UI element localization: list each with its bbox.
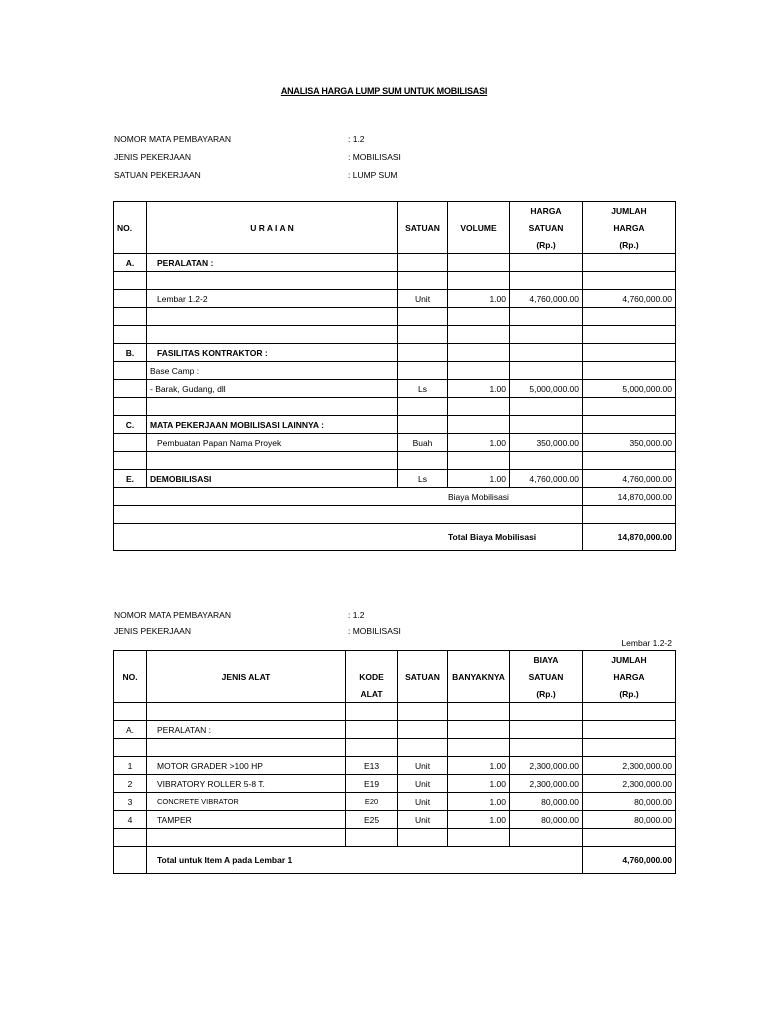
row-jumlah: 4,760,000.00	[583, 290, 676, 308]
row-jenis: TAMPER	[147, 811, 346, 829]
col-header-volume: VOLUME	[448, 202, 510, 254]
row-harga: 4,760,000.00	[510, 290, 583, 308]
row-uraian: Lembar 1.2-2	[147, 290, 398, 308]
section-row-b	[114, 344, 676, 362]
row-satuan: Unit	[398, 775, 448, 793]
section-no: E.	[114, 470, 147, 488]
total-row	[114, 847, 676, 874]
analisa-table	[113, 201, 676, 551]
total-value: 14,870,000.00	[583, 524, 676, 551]
row-satuan: Unit	[398, 793, 448, 811]
row-jumlah: 5,000,000.00	[583, 380, 676, 398]
info-label-nomor: NOMOR MATA PEMBAYARAN	[114, 134, 231, 144]
section-label: PERALATAN :	[147, 721, 346, 739]
row-satuan: Unit	[398, 290, 448, 308]
row-satuan: Ls	[398, 470, 448, 488]
table-row	[114, 362, 676, 380]
peralatan-table	[113, 650, 676, 874]
biaya-row	[114, 488, 676, 506]
row-satuan: Unit	[398, 757, 448, 775]
table-row	[114, 811, 676, 829]
section-label: PERALATAN :	[147, 254, 398, 272]
row-jenis: VIBRATORY ROLLER 5-8 T.	[147, 775, 346, 793]
col-header-harga-1: HARGA	[510, 202, 583, 220]
col-header-no: NO.	[114, 202, 147, 254]
row-biaya: 80,000.00	[510, 793, 583, 811]
row-uraian: - Barak, Gudang, dll	[147, 380, 398, 398]
table-row	[114, 775, 676, 793]
section-row-a	[114, 254, 676, 272]
col-header-kode-2: ALAT	[346, 685, 398, 703]
row-kode: E13	[346, 757, 398, 775]
table-row	[114, 434, 676, 452]
col-header-biaya-2: SATUAN	[510, 668, 583, 685]
total-value: 4,760,000.00	[583, 847, 676, 874]
row-jumlah: 2,300,000.00	[583, 757, 676, 775]
section-no: A.	[114, 254, 147, 272]
lembar-note: Lembar 1.2-2	[621, 638, 672, 648]
row-banyak: 1.00	[448, 793, 510, 811]
row-biaya: 2,300,000.00	[510, 757, 583, 775]
row-no: 3	[114, 793, 147, 811]
section-row-a	[114, 721, 676, 739]
info-value-jenis: : MOBILISASI	[348, 152, 401, 162]
row-kode: E20	[346, 793, 398, 811]
info-label-jenis: JENIS PEKERJAAN	[114, 152, 191, 162]
row-jenis: MOTOR GRADER >100 HP	[147, 757, 346, 775]
col-header-banyaknya: BANYAKNYA	[448, 651, 510, 703]
row-satuan: Ls	[398, 380, 448, 398]
row-harga: 350,000.00	[510, 434, 583, 452]
row-harga: 5,000,000.00	[510, 380, 583, 398]
row-biaya: 2,300,000.00	[510, 775, 583, 793]
row-volume: 1.00	[448, 434, 510, 452]
section-no: B.	[114, 344, 147, 362]
section-label: FASILITAS KONTRAKTOR :	[147, 344, 398, 362]
info-value-jenis: : MOBILISASI	[348, 626, 401, 636]
row-uraian: Base Camp :	[147, 362, 398, 380]
row-kode: E19	[346, 775, 398, 793]
col-header-jumlah-3: (Rp.)	[583, 685, 676, 703]
row-satuan: Buah	[398, 434, 448, 452]
info-value-nomor: : 1.2	[348, 610, 365, 620]
row-biaya: 80,000.00	[510, 811, 583, 829]
row-jenis: CONCRETE VIBRATOR	[147, 793, 346, 811]
section-label: DEMOBILISASI	[147, 470, 398, 488]
row-banyak: 1.00	[448, 757, 510, 775]
info-label-satuan: SATUAN PEKERJAAN	[114, 170, 201, 180]
col-header-harga-3: (Rp.)	[510, 236, 583, 254]
col-header-jumlah-2: HARGA	[583, 219, 676, 236]
col-header-biaya-1: BIAYA	[510, 651, 583, 669]
row-jumlah: 350,000.00	[583, 434, 676, 452]
section-row-e	[114, 470, 676, 488]
row-jumlah: 80,000.00	[583, 811, 676, 829]
col-header-biaya-3: (Rp.)	[510, 685, 583, 703]
col-header-uraian: U R A I A N	[147, 202, 398, 254]
total-label: Total Biaya Mobilisasi	[114, 524, 583, 551]
col-header-kode-1: KODE	[346, 668, 398, 685]
row-satuan: Unit	[398, 811, 448, 829]
col-header-jumlah-2: HARGA	[583, 668, 676, 685]
total-label: Total untuk Item A pada Lembar 1	[147, 847, 583, 874]
row-no: 2	[114, 775, 147, 793]
table-row	[114, 793, 676, 811]
table-row	[114, 757, 676, 775]
info-label-jenis: JENIS PEKERJAAN	[114, 626, 191, 636]
total-row	[114, 524, 676, 551]
section-label: MATA PEKERJAAN MOBILISASI LAINNYA :	[147, 416, 398, 434]
biaya-label: Biaya Mobilisasi	[114, 488, 583, 506]
section-row-c	[114, 416, 676, 434]
row-no: 1	[114, 757, 147, 775]
row-banyak: 1.00	[448, 775, 510, 793]
section-no: A.	[114, 721, 147, 739]
document-title: ANALISA HARGA LUMP SUM UNTUK MOBILISASI	[280, 86, 488, 96]
col-header-no: NO.	[114, 651, 147, 703]
table-row	[114, 290, 676, 308]
row-jumlah: 2,300,000.00	[583, 775, 676, 793]
col-header-harga-2: SATUAN	[510, 219, 583, 236]
row-banyak: 1.00	[448, 811, 510, 829]
section-no: C.	[114, 416, 147, 434]
col-header-satuan: SATUAN	[398, 651, 448, 703]
row-jumlah: 4,760,000.00	[583, 470, 676, 488]
row-no: 4	[114, 811, 147, 829]
col-header-jumlah-3: (Rp.)	[583, 236, 676, 254]
row-volume: 1.00	[448, 290, 510, 308]
row-volume: 1.00	[448, 470, 510, 488]
col-header-satuan: SATUAN	[398, 202, 448, 254]
biaya-value: 14,870,000.00	[583, 488, 676, 506]
row-jumlah: 80,000.00	[583, 793, 676, 811]
row-uraian: Pembuatan Papan Nama Proyek	[147, 434, 398, 452]
row-volume: 1.00	[448, 380, 510, 398]
row-kode: E25	[346, 811, 398, 829]
table-row	[114, 380, 676, 398]
col-header-jenis: JENIS ALAT	[147, 651, 346, 703]
col-header-jumlah-1: JUMLAH	[583, 202, 676, 220]
info-label-nomor: NOMOR MATA PEMBAYARAN	[114, 610, 231, 620]
row-harga: 4,760,000.00	[510, 470, 583, 488]
info-value-satuan: : LUMP SUM	[348, 170, 398, 180]
info-value-nomor: : 1.2	[348, 134, 365, 144]
col-header-jumlah-1: JUMLAH	[583, 651, 676, 669]
